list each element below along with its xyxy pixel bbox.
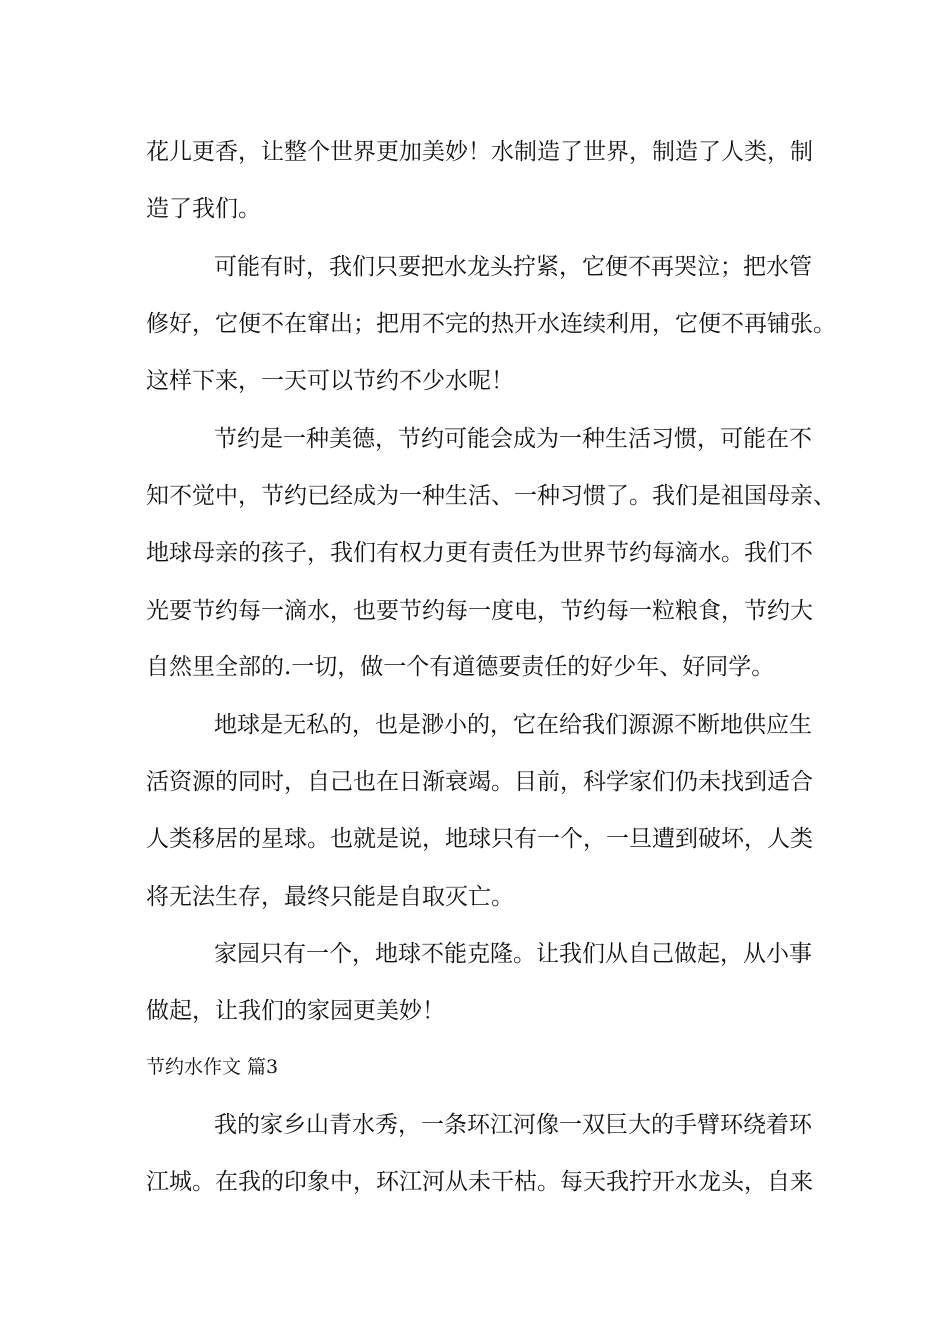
paragraph-line: 活资源的同时，自己也在日渐衰竭。目前，科学家们仍未找到适合 bbox=[146, 769, 813, 795]
paragraph-line: 可能有时，我们只要把水龙头拧紧，它便不再哭泣；把水管 bbox=[214, 254, 812, 280]
paragraph-line: 江城。在我的印象中，环江河从未干枯。每天我拧开水龙头，自来 bbox=[146, 1169, 813, 1195]
paragraph-line: 修好，它便不在窜出；把用不完的热开水连续利用，它便不再铺张。 bbox=[146, 311, 836, 337]
paragraph-line: 节约是一种美德，节约可能会成为一种生活习惯，可能在不 bbox=[214, 426, 812, 452]
paragraph-line: 自然里全部的.一切，做一个有道德要责任的好少年、好同学。 bbox=[146, 654, 775, 680]
paragraph-line: 花儿更香，让整个世界更加美妙！水制造了世界，制造了人类，制 bbox=[146, 139, 813, 165]
section-heading: 节约水作文 篇3 bbox=[146, 1056, 279, 1078]
paragraph-line: 将无法生存，最终只能是自取灭亡。 bbox=[146, 884, 514, 910]
paragraph-line: 地球母亲的孩子，我们有权力更有责任为世界节约每滴水。我们不 bbox=[146, 540, 813, 566]
paragraph-line: 造了我们。 bbox=[146, 196, 261, 222]
paragraph-line: 地球是无私的，也是渺小的，它在给我们源源不断地供应生 bbox=[214, 712, 812, 738]
paragraph-line: 做起，让我们的家园更美妙！ bbox=[146, 998, 445, 1024]
paragraph-line: 光要节约每一滴水，也要节约每一度电，节约每一粒粮食，节约大 bbox=[146, 598, 813, 624]
paragraph-line: 我的家乡山青水秀，一条环江河像一双巨大的手臂环绕着环 bbox=[214, 1112, 812, 1138]
paragraph-line: 知不觉中，节约已经成为一种生活、一种习惯了。我们是祖国母亲、 bbox=[146, 483, 836, 509]
paragraph-line: 家园只有一个，地球不能克隆。让我们从自己做起，从小事 bbox=[214, 941, 812, 967]
paragraph-line: 这样下来，一天可以节约不少水呢！ bbox=[146, 368, 514, 394]
paragraph-line: 人类移居的星球。也就是说，地球只有一个，一旦遭到破坏，人类 bbox=[146, 826, 813, 852]
